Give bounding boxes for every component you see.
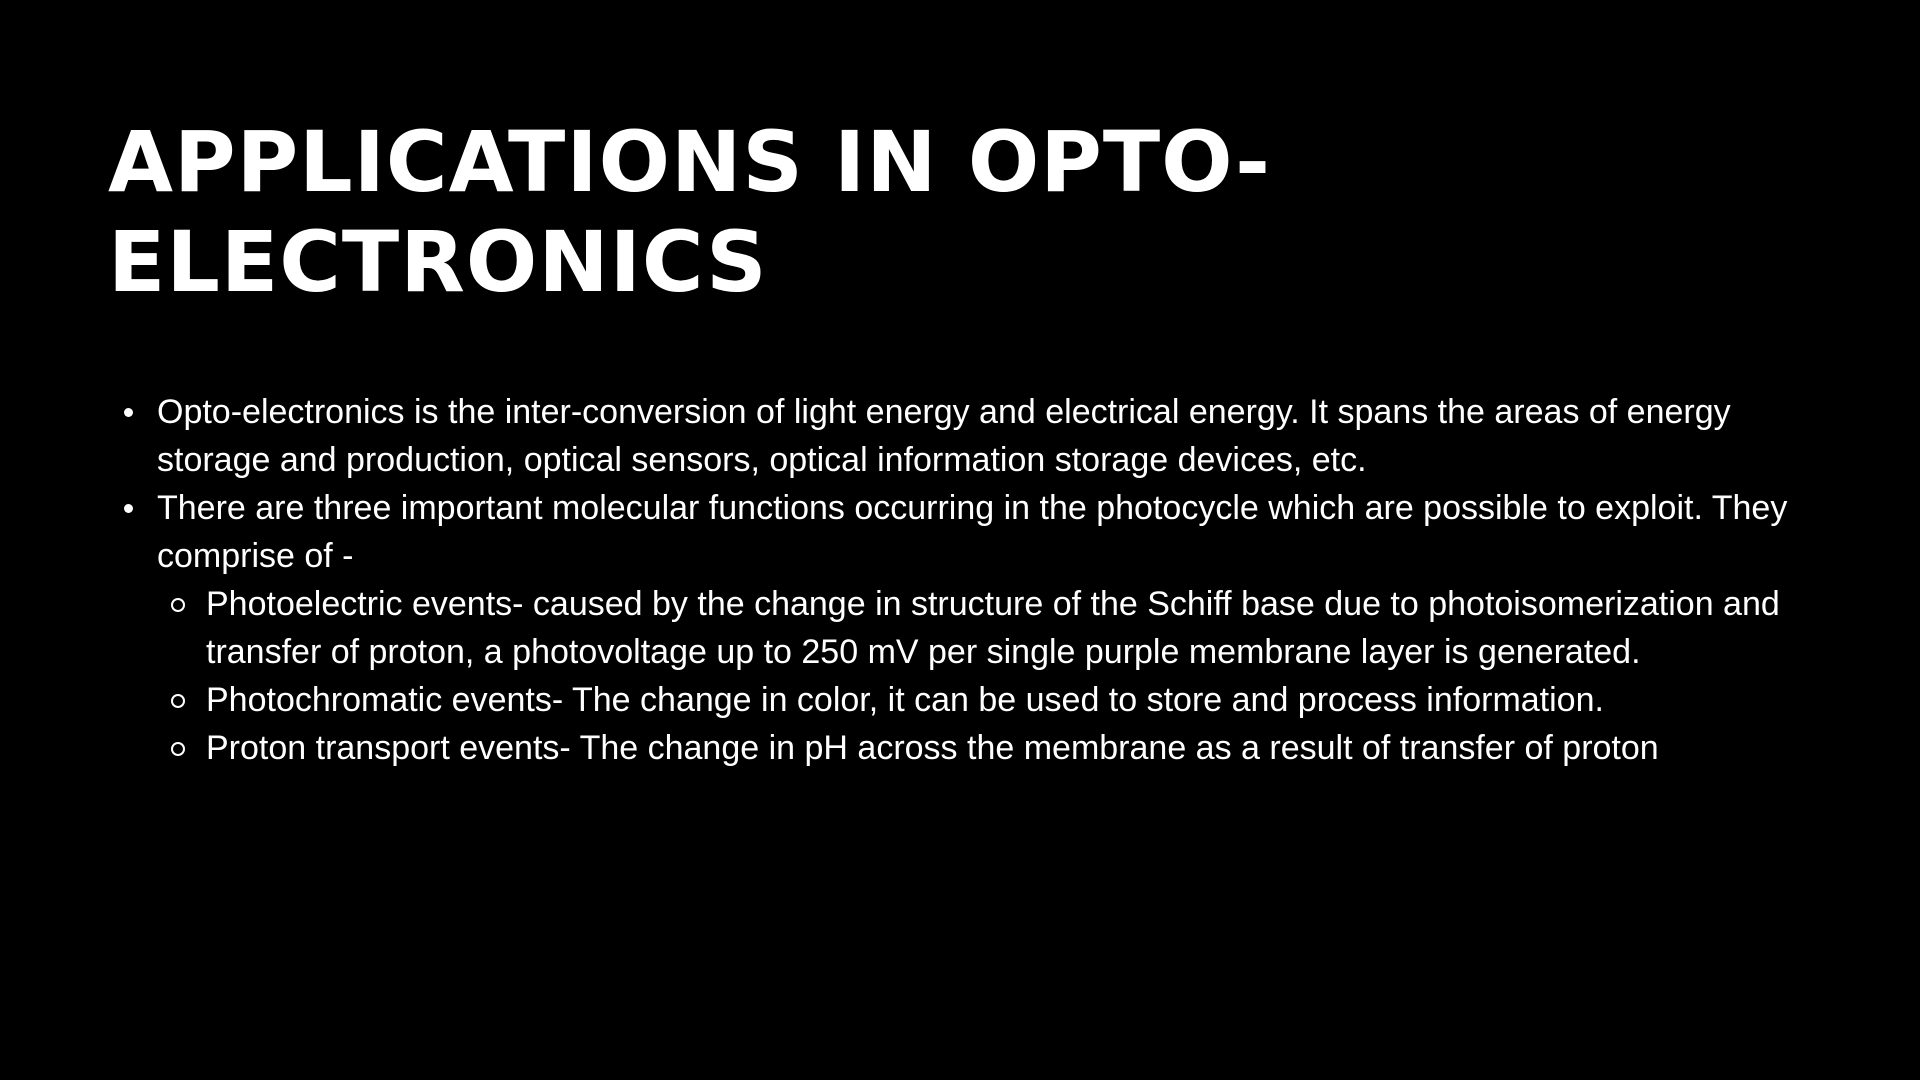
bullet-dot-icon [124, 504, 133, 513]
sub-bullet-text: Proton transport events- The change in pH across the membrane as a result of transfer of proton [206, 729, 1659, 767]
bullet-item-molecular-functions [108, 484, 1808, 772]
sub-bullet-item-photoelectric [157, 580, 1808, 676]
bullet-text: There are three important molecular functions occurring in the photocycle which are possible to exploit. They comprise of - [157, 489, 1788, 575]
slide-title [108, 112, 1408, 312]
slide-title-line-2: ELECTRONICS [108, 213, 768, 311]
slide-body [108, 388, 1808, 772]
bullet-ring-icon [171, 694, 185, 708]
sub-bullet-item-proton-transport [157, 724, 1808, 772]
sub-bullet-text: Photoelectric events- caused by the change in structure of the Schiff base due to photoisomerization and transfer of proton, a photovoltage up to 250 mV per single purple membrane layer is generated. [206, 585, 1780, 671]
sub-bullet-list [157, 580, 1808, 772]
sub-bullet-text: Photochromatic events- The change in color, it can be used to store and process information. [206, 681, 1604, 719]
bullet-dot-icon [124, 408, 133, 417]
bullet-text: Opto-electronics is the inter-conversion of light energy and electrical energy. It spans the areas of energy storage and production, optical sensors, optical information storage devices, etc. [157, 393, 1731, 479]
slide-title-line-1: APPLICATIONS IN OPTO- [108, 113, 1271, 211]
sub-bullet-item-photochromatic [157, 676, 1808, 724]
bullet-ring-icon [171, 742, 185, 756]
bullet-list [108, 388, 1808, 772]
bullet-item-opto-electronics [108, 388, 1808, 484]
bullet-ring-icon [171, 598, 185, 612]
